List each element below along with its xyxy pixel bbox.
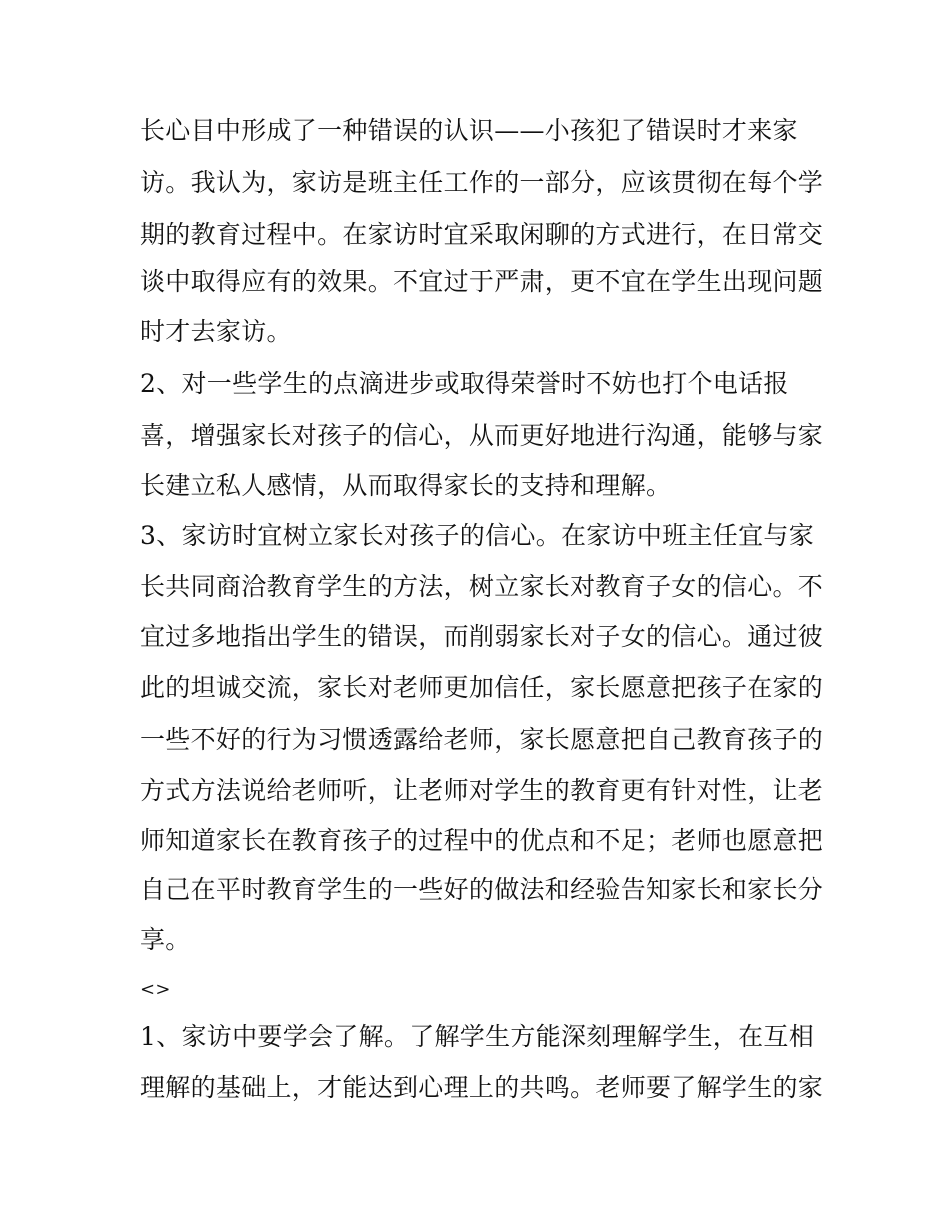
- text-line: 宜过多地指出学生的错误，而削弱家长对子女的信心。通过彼: [140, 622, 824, 651]
- text-line: 期的教育过程中。在家访时宜采取闲聊的方式进行，在日常交: [140, 220, 824, 249]
- text-line: 师知道家长在教育孩子的过程中的优点和不足；老师也愿意把: [140, 826, 824, 855]
- text-line: 方式方法说给老师听，让老师对学生的教育更有针对性，让老: [140, 776, 824, 805]
- text-line: 自己在平时教育学生的一些好的做法和经验告知家长和家长分: [140, 875, 824, 904]
- text-line: 1、家访中要学会了解。了解学生方能深刻理解学生，在互相: [140, 1022, 815, 1051]
- text-line: 长建立私人感情，从而取得家长的支持和理解。: [140, 471, 672, 500]
- text-line: 长共同商洽教育学生的方法，树立家长对教育子女的信心。不: [140, 572, 824, 601]
- text-line: 时才去家访。: [140, 317, 292, 346]
- text-line: 喜，增强家长对孩子的信心，从而更好地进行沟通，能够与家: [140, 421, 824, 450]
- text-line: 此的坦诚交流，家长对老师更加信任，家长愿意把孩子在家的: [140, 673, 824, 702]
- text-line: 谈中取得应有的效果。不宜过于严肃，更不宜在学生出现问题: [140, 267, 824, 296]
- text-line: 访。我认为，家访是班主任工作的一部分，应该贯彻在每个学: [140, 168, 824, 197]
- text-line: 3、家访时宜树立家长对孩子的信心。在家访中班主任宜与家: [140, 521, 815, 550]
- text-line: <>: [140, 979, 171, 1000]
- text-line: 长心目中形成了一种错误的认识——小孩犯了错误时才来家: [140, 116, 798, 145]
- text-line: 享。: [140, 925, 191, 954]
- text-line: 一些不好的行为习惯透露给老师，家长愿意把自己教育孩子的: [140, 725, 824, 754]
- text-line: 2、对一些学生的点滴进步或取得荣誉时不妨也打个电话报: [140, 369, 789, 398]
- text-line: 理解的基础上，才能达到心理上的共鸣。老师要了解学生的家: [140, 1073, 824, 1102]
